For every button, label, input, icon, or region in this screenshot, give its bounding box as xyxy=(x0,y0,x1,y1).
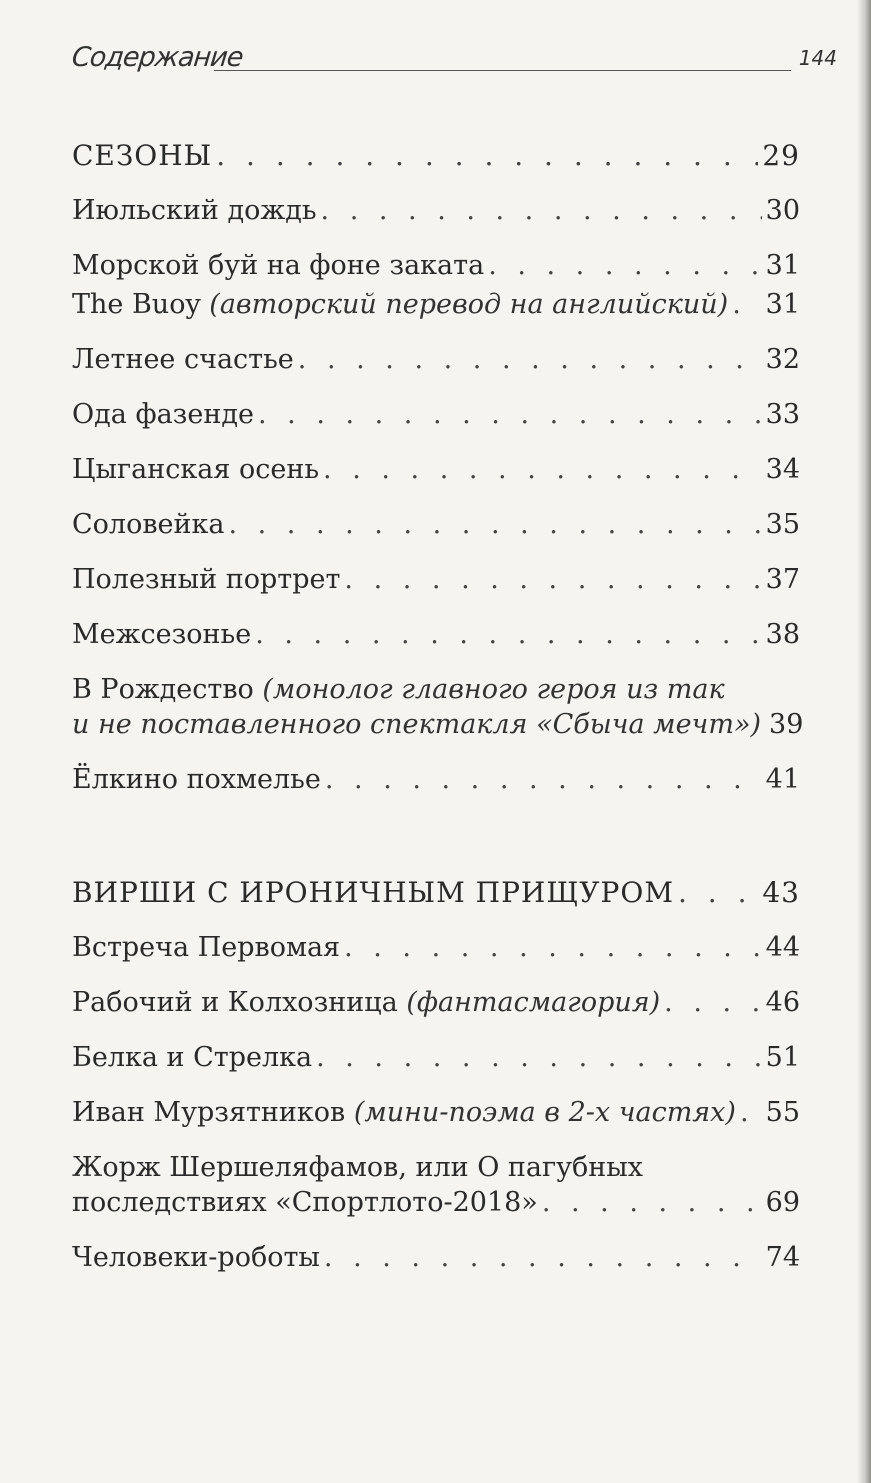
toc-page-number: 31 xyxy=(765,289,800,320)
toc-page-number: 46 xyxy=(765,987,800,1018)
toc-page-number: 34 xyxy=(765,454,800,485)
table-of-contents xyxy=(72,138,804,1295)
toc-entry[interactable] xyxy=(72,762,800,797)
toc-entry-title-wrap xyxy=(72,985,660,1020)
leader-dots xyxy=(216,138,758,173)
toc-entry-title: Человеки-роботы xyxy=(72,1242,320,1273)
leader-dots xyxy=(321,193,762,228)
toc-entry[interactable] xyxy=(72,287,800,322)
toc-page-number: 44 xyxy=(765,932,800,963)
header-title: Содержание xyxy=(70,42,245,73)
leader-dots xyxy=(664,985,761,1020)
toc-entry-title: Летнее счастье xyxy=(72,344,294,375)
leader-dots xyxy=(732,287,761,322)
toc-page-number: 41 xyxy=(765,764,800,795)
toc-entry[interactable] xyxy=(72,875,800,910)
toc-entry-title: Морской буй на фоне заката xyxy=(72,250,485,281)
leader-dots xyxy=(298,342,762,377)
toc-entry[interactable] xyxy=(72,507,800,542)
toc-page-number: 39 xyxy=(769,709,804,740)
toc-entry-title: Белка и Стрелка xyxy=(72,1042,313,1073)
toc-entry[interactable] xyxy=(72,342,800,377)
toc-entry[interactable] xyxy=(72,452,800,487)
toc-entry-title-wrap xyxy=(72,1095,736,1130)
toc-entry[interactable] xyxy=(72,672,804,742)
toc-page-number: 35 xyxy=(765,509,800,540)
header-page-number: 144 xyxy=(798,46,837,70)
leader-dots xyxy=(323,452,762,487)
toc-section-title: ВИРШИ С ИРОНИЧНЫМ ПРИЩУРОМ xyxy=(72,876,674,909)
toc-entry-title: Рабочий и Колхозница xyxy=(72,987,407,1018)
toc-entry[interactable] xyxy=(72,1240,800,1275)
toc-entry[interactable] xyxy=(72,617,800,652)
toc-entry[interactable] xyxy=(72,248,800,283)
running-header xyxy=(72,40,837,76)
toc-entry-title: Июльский дождь xyxy=(72,195,317,226)
toc-entry-title-wrap xyxy=(72,287,728,322)
toc-entry-title: Ода фазенде xyxy=(72,399,254,430)
leader-dots xyxy=(258,397,762,432)
toc-entry[interactable] xyxy=(72,397,800,432)
toc-entry-title: The Buoy xyxy=(72,289,210,320)
toc-entry-title: Встреча Первомая xyxy=(72,932,341,963)
toc-entry-title: Жорж Шершеляфамов, или О пагубных xyxy=(72,1152,644,1183)
toc-entry[interactable] xyxy=(72,562,800,597)
toc-page-number: 37 xyxy=(765,564,800,595)
leader-dots xyxy=(740,1095,762,1130)
leader-dots xyxy=(325,762,762,797)
toc-page-number: 30 xyxy=(765,195,800,226)
leader-dots xyxy=(344,562,761,597)
toc-page-number: 55 xyxy=(765,1097,800,1128)
toc-page-number: 43 xyxy=(762,876,800,909)
toc-entry-subtitle: (авторский перевод на английский) xyxy=(209,289,729,320)
leader-dots xyxy=(228,507,761,542)
leader-dots xyxy=(344,930,762,965)
section-gap xyxy=(72,817,800,875)
toc-entry[interactable] xyxy=(72,930,800,965)
toc-entry-title: Иван Мурзятников xyxy=(72,1097,354,1128)
leader-dots xyxy=(678,875,758,910)
toc-page-number: 69 xyxy=(765,1187,800,1218)
page-edge-shadow xyxy=(857,0,871,1483)
toc-entry-subtitle: и не поставленного спектакля «Сбыча мечт») xyxy=(72,709,762,740)
toc-page-number: 32 xyxy=(765,344,800,375)
toc-page-number: 74 xyxy=(765,1242,800,1273)
toc-page-number: 38 xyxy=(765,619,800,650)
toc-page-number: 33 xyxy=(765,399,800,430)
toc-entry[interactable] xyxy=(72,138,800,173)
toc-entry[interactable] xyxy=(72,193,800,228)
leader-dots xyxy=(324,1240,762,1275)
toc-section-title: СЕЗОНЫ xyxy=(72,139,213,172)
toc-entry[interactable] xyxy=(72,1040,800,1075)
toc-entry-subtitle: (фантасмагория) xyxy=(406,987,661,1018)
leader-dots xyxy=(488,248,761,283)
toc-entry-title: В Рождество xyxy=(72,674,263,705)
toc-entry[interactable] xyxy=(72,1095,800,1130)
toc-page-number: 29 xyxy=(762,139,800,172)
toc-entry-title: последствиях «Спортлото-2018» xyxy=(72,1187,538,1218)
toc-entry-subtitle: (мини-поэма в 2-х частях) xyxy=(353,1097,736,1128)
toc-page-number: 51 xyxy=(765,1042,800,1073)
toc-entry[interactable] xyxy=(72,985,800,1020)
toc-page-number: 31 xyxy=(765,250,800,281)
header-rule xyxy=(214,70,791,71)
toc-entry-title: Соловейка xyxy=(72,509,225,540)
toc-entry-subtitle: (монолог главного героя из так xyxy=(262,674,725,705)
leader-dots xyxy=(542,1185,762,1220)
leader-dots xyxy=(316,1040,762,1075)
toc-entry-title: Ёлкино похмелье xyxy=(72,764,321,795)
toc-entry-title: Цыганская осень xyxy=(72,454,320,485)
toc-entry[interactable] xyxy=(72,1150,800,1220)
toc-entry-title: Межсезонье xyxy=(72,619,252,650)
leader-dots xyxy=(255,617,761,652)
toc-entry-title: Полезный портрет xyxy=(72,564,341,595)
